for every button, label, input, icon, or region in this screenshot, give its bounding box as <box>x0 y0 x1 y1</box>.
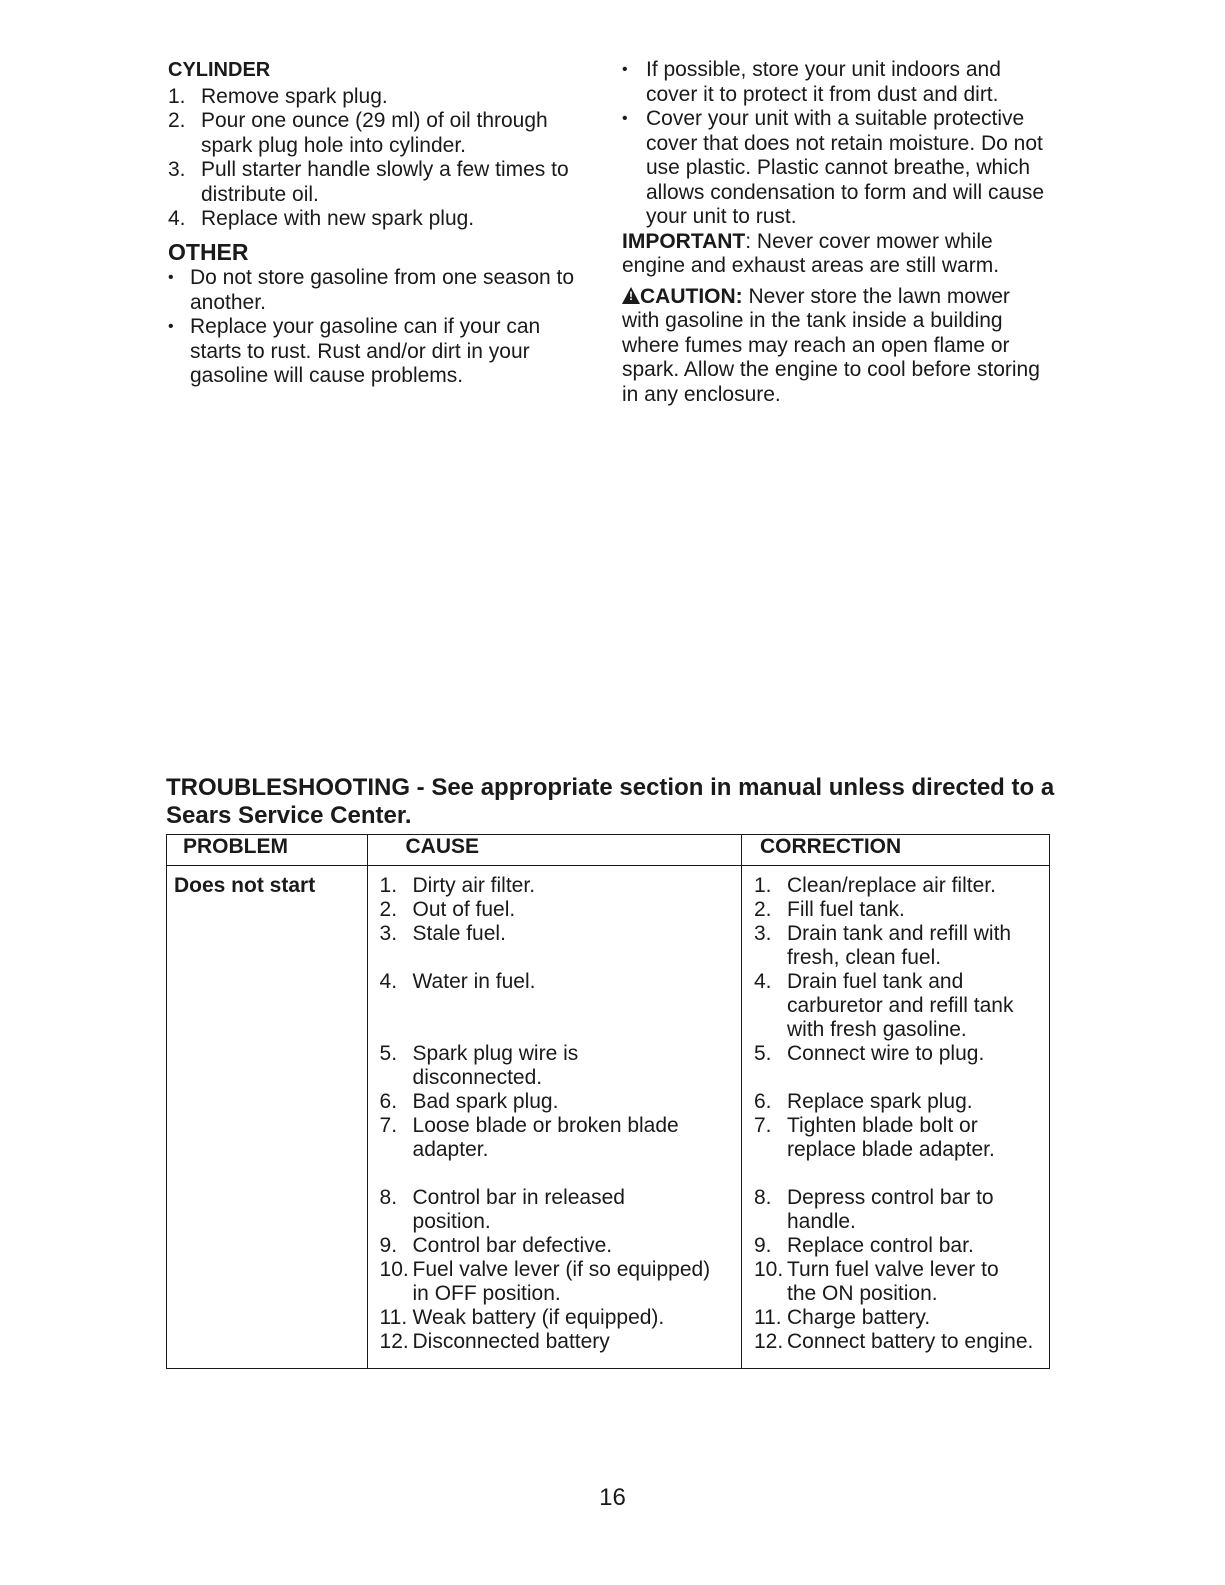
list-item: 7. Tighten blade bolt or replace blade adapter. <box>754 1114 995 1161</box>
correction-cell <box>742 866 1050 1369</box>
list-item: • Cover your unit with a suitable protective cover that does not retain moisture. Do not use plastic. Plastic cannot breathe, which allows condensation to form and will cause your unit to rust. <box>622 107 1062 230</box>
list-item: 11. Charge battery. <box>754 1306 931 1329</box>
caution-note: !CAUTION: Never store the lawn mower with gasoline in the tank inside a building where fumes may reach an open flame or spark. Allow the engine to cool before storing in any enclosure. <box>622 285 1052 408</box>
list-item: 8. Depress control bar to handle. <box>754 1186 994 1233</box>
list-item: 4. Drain fuel tank and carburetor and refill tank with fresh gasoline. <box>754 970 1014 1041</box>
list-item: 1. Dirty air filter. <box>379 874 536 897</box>
list-item: • Replace your gasoline can if your can starts to rust. Rust and/or dirt in your gasoline will cause problems. <box>168 315 572 389</box>
list-item: 9. Replace control bar. <box>754 1234 974 1257</box>
other-heading: OTHER <box>168 238 249 265</box>
list-item: 2. Fill fuel tank. <box>754 898 905 921</box>
list-item: 10. Turn fuel valve lever to the ON position. <box>754 1258 999 1305</box>
table-row <box>167 866 1050 1369</box>
important-label: IMPORTANT <box>622 229 746 253</box>
list-item: 3. Stale fuel. <box>379 922 506 945</box>
column-header-correction: CORRECTION <box>742 835 1050 866</box>
cylinder-heading: CYLINDER <box>168 59 271 81</box>
list-item: • If possible, store your unit indoors and cover it to protect it from dust and dirt. <box>622 58 1031 107</box>
storage-bullets <box>622 58 1062 230</box>
troubleshooting-title: TROUBLESHOOTING - See appropriate section in manual unless directed to a Sears Service Center. <box>166 774 1055 829</box>
cylinder-steps <box>168 85 588 232</box>
list-item: 4. Replace with new spark plug. <box>168 207 475 230</box>
list-item: • Do not store gasoline from one season to another. <box>168 266 588 315</box>
problem-cell: Does not start <box>167 866 368 1369</box>
list-item: 12. Connect battery to engine. <box>754 1330 1034 1353</box>
list-item: 1. Clean/replace air filter. <box>754 874 996 897</box>
right-column <box>622 58 1062 407</box>
list-item: 2. Out of fuel. <box>379 898 516 921</box>
list-item: 4. Water in fuel. <box>379 970 536 993</box>
list-item: 1. Remove spark plug. <box>168 84 388 108</box>
list-item: 7. Loose blade or broken blade adapter. <box>379 1114 679 1161</box>
column-header-cause: CAUSE <box>367 835 741 866</box>
list-item: 11. Weak battery (if equipped). <box>379 1306 665 1329</box>
list-item: 6. Bad spark plug. <box>379 1090 559 1113</box>
warning-triangle-icon <box>622 287 640 304</box>
list-item: 12. Disconnected battery <box>379 1330 610 1353</box>
other-bullets <box>168 266 588 389</box>
list-item: 8. Control bar in released position. <box>379 1186 625 1233</box>
list-item: 3. Pull starter handle slowly a few times to distribute oil. <box>168 158 569 206</box>
troubleshooting-table <box>166 834 1050 1369</box>
list-item: 5. Spark plug wire is disconnected. <box>379 1042 579 1089</box>
list-item: 3. Drain tank and refill with fresh, clean fuel. <box>754 922 1012 969</box>
list-item: 10. Fuel valve lever (if so equipped) in OFF position. <box>379 1258 711 1305</box>
list-item: 9. Control bar defective. <box>379 1234 613 1257</box>
list-item: 2. Pour one ounce (29 ml) of oil through spark plug hole into cylinder. <box>168 109 548 157</box>
list-item: 5. Connect wire to plug. <box>754 1042 985 1065</box>
list-item: 6. Replace spark plug. <box>754 1090 973 1113</box>
column-header-problem: PROBLEM <box>167 835 368 866</box>
important-note: IMPORTANT: Never cover mower while engine and exhaust areas are still warm. <box>622 229 1000 277</box>
caution-label: CAUTION: <box>640 284 743 308</box>
left-column <box>168 58 588 389</box>
page-number: 16 <box>599 1484 626 1511</box>
cause-cell <box>367 866 741 1369</box>
table-header-row <box>167 835 1050 866</box>
